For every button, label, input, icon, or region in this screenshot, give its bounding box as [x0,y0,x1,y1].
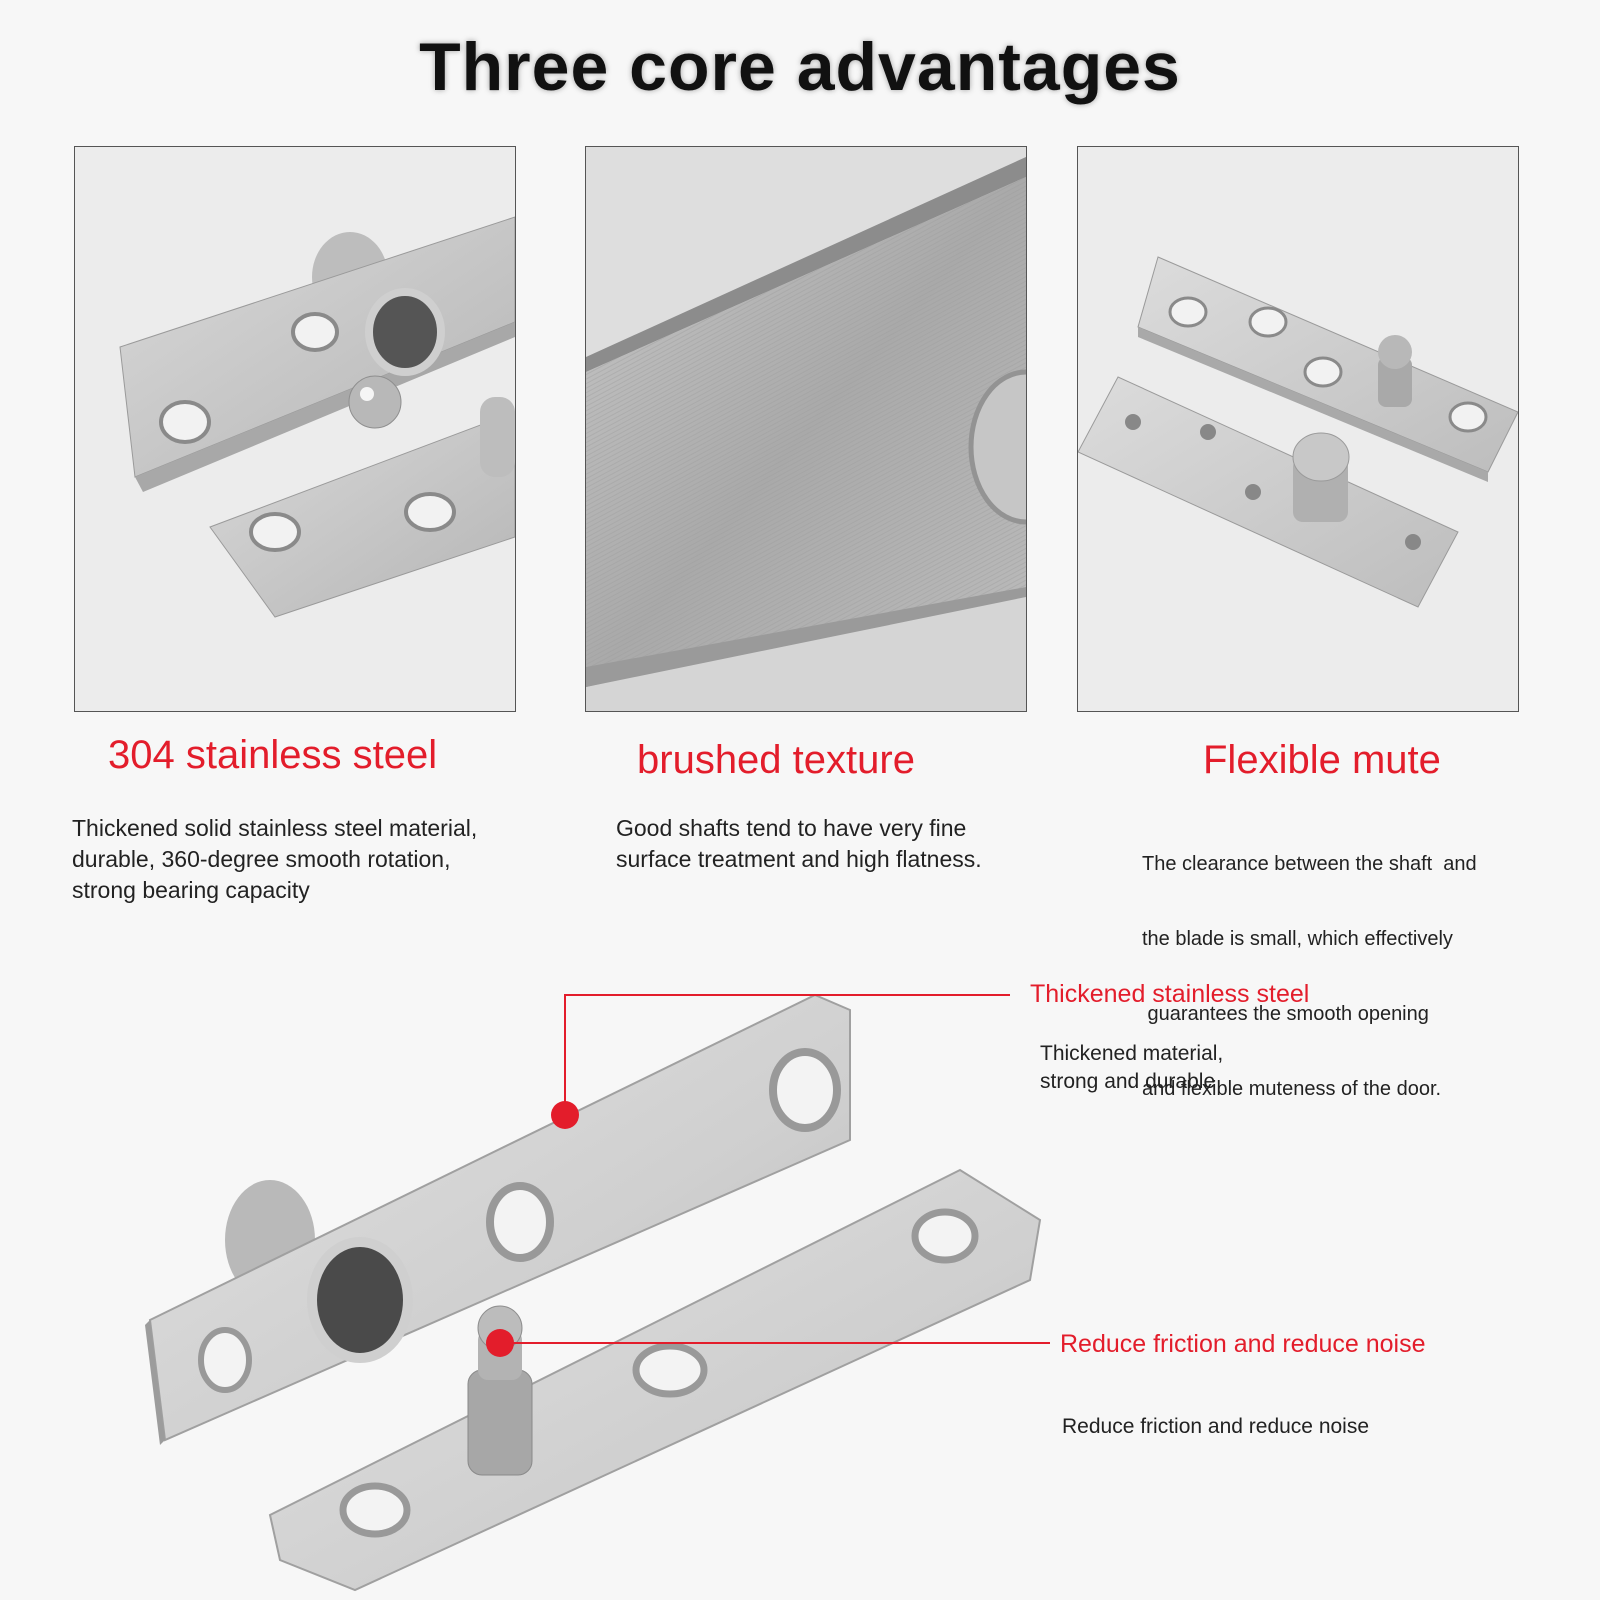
desc-line: guarantees the smooth opening [1142,1003,1429,1025]
desc-line: the blade is small, which effectively [1142,928,1453,950]
feature-desc-brushed-texture [616,813,1076,875]
feature-desc-stainless-steel [72,813,572,906]
photo-flexible-mute-hinge [1077,146,1519,712]
desc-line: durable, 360-degree smooth rotation, [72,846,451,872]
photo-brushed-texture [585,146,1027,712]
desc-line: strong bearing capacity [72,877,310,903]
desc-line: Thickened material, [1040,1042,1224,1065]
desc-line: Reduce friction and reduce noise [1062,1415,1370,1438]
desc-line: surface treatment and high flatness. [616,846,982,872]
desc-line: strong and durable [1040,1070,1216,1093]
desc-line: The clearance between the shaft and [1142,853,1477,875]
callout-desc-reduce-friction [1062,1413,1369,1441]
desc-line: Good shafts tend to have very fine [616,815,967,841]
callout-desc-thickened-steel [1040,1040,1223,1096]
callout-title-thickened-steel: Thickened stainless steel [1030,980,1310,1008]
desc-line: and flexible muteness of the door. [1142,1078,1442,1100]
feature-title-flexible-mute: Flexible mute [1203,738,1441,782]
feature-title-brushed-texture: brushed texture [637,738,915,782]
callout-title-reduce-friction: Reduce friction and reduce noise [1060,1330,1426,1358]
photo-stainless-steel-hinge [74,146,516,712]
desc-line: Thickened solid stainless steel material, [72,815,478,841]
hinge-diagram [0,920,1600,1600]
page-title: Three core advantages [419,29,1181,105]
feature-title-stainless-steel: 304 stainless steel [108,733,438,777]
